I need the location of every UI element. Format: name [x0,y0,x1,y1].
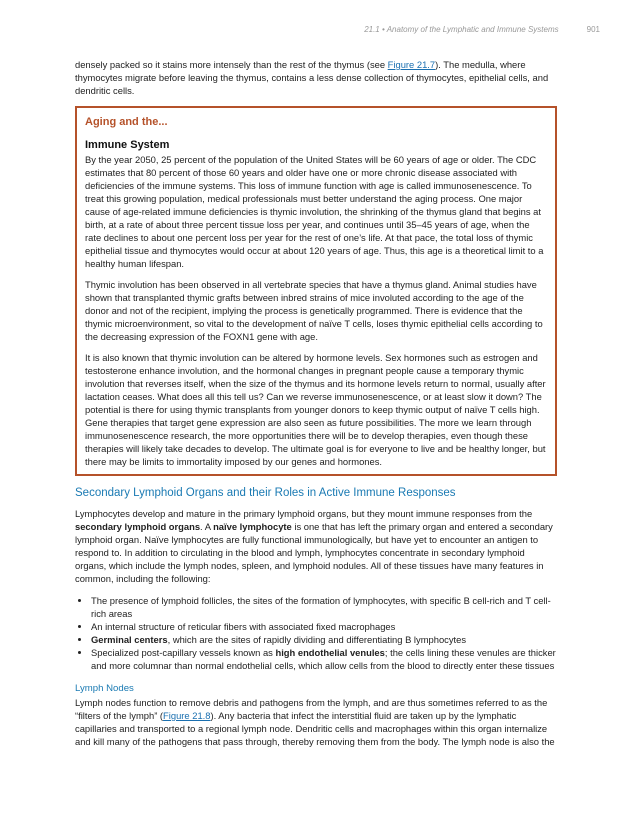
figure-21-7-link[interactable]: Figure 21.7 [387,59,436,70]
page-header [364,25,600,34]
list-item: • The presence of lymphoid follicles, the sites of the formation of lymphocytes, with specific B cell-rich and T cell-rich areas [91,594,557,620]
aging-paragraph-2: Thymic involution has been observed in all vertebrate species that have a thymus gland. Animal studies have shown that transplanted thymic grafts between inbred strains of mice involuted according to the age of the donor and not of the recipient, implying the process is genetically programmed. There is evidence that the thymic microenvironment, so vital to the development of naïve T cells, loses thymic epithelial cells according to the decreasing expression of the FOXN1 gene with age. [85,279,543,342]
aging-box-subtitle: Immune System [85,139,170,151]
intro-text-1: densely packed so it stains more intensely than the rest of the thymus (see [75,59,388,70]
term-secondary-lymphoid-organs: secondary lymphoid organs [75,521,201,532]
secondary-text-2: . A [200,521,214,532]
secondary-lymphoid-heading: Secondary Lymphoid Organs and their Roles in Active Immune Responses [75,487,456,499]
bullet4-text-1: Specialized post-capillary vessels known as [91,647,276,658]
bullet3-text: , which are the sites of rapidly dividing and differentiating B lymphocytes [167,634,467,645]
secondary-text-1: Lymphocytes develop and mature in the primary lymphoid organs, but they mount immune responses from the [75,508,533,519]
list-item [91,633,557,646]
term-high-endothelial-venules: high endothelial venules [275,647,385,658]
secondary-paragraph [75,507,557,585]
aging-feature-box [75,106,557,476]
list-item [91,646,557,672]
lymph-text-1: Lymph nodes function to remove debris and pathogens from the lymph, and are thus sometimes referred to as the “filters of the lymph” ( [75,697,548,721]
lymph-nodes-heading: Lymph Nodes [75,683,134,694]
secondary-text-3: is one that has left the primary organ and entered a secondary lymphoid organ. Naïve lymphocytes are fully functional immunologically, but have yet to encounter an antigen to respond to. In addition to circulating in the blood and lymph, lymphocytes concentrate in secondary lymphoid organs, which include the lymph nodes, spleen, and lymphoid nodules. All of these tissues have many features in common, including the following: [75,521,553,584]
list-item: • An internal structure of reticular fibers with associated fixed macrophages [91,620,557,633]
aging-paragraph-1: By the year 2050, 25 percent of the population of the United States will be 60 years of age or older. The CDC estimates that 80 percent of those 60 years and older have one or more chronic disease associated with deficiencies of the immune systems. This loss of immune function with age is called immunosenescence. To treat this growing population, medical professionals must better understand the aging process. One major cause of age-related immune deficiencies is thymic involution, the shrinking of the thymus gland that begins at birth, at a rate of about three percent tissue loss per year, and continues until 35–45 years of age, when the rate declines to about one percent loss per year for the rest of one’s life. At that pace, the total loss of thymic epithelial tissue and thymocytes would occur at about 120 years of age. Thus, this age is a theoretical limit to a healthy human lifespan. [85,154,544,269]
page-number: 901 [586,25,600,34]
features-list [75,594,557,672]
aging-paragraph-3: It is also known that thymic involution can be altered by hormone levels. Sex hormones such as estrogen and testosterone enhance involution, and the hormonal changes in pregnant people cause a temporary thymic involution that reverses itself, when the size of the thymus and its hormone levels return to normal, usually after lactation ceases. What does all this tell us? Can we reverse immunosenescence, or at least slow it down? The potential is there for using thymic transplants from younger donors to keep thymic output of naïve T cells high. Gene therapies that target gene expression are also seen as future possibilities. The more we learn through immunosenescence research, the more opportunities there will be to develop therapies, even though these therapies will likely take decades to develop. The ultimate goal is for everyone to live and be healthy longer, but there may be limits to immortality imposed by our genes and hormones. [85,352,546,467]
bullet4-text-2: ; the cells lining these venules are thicker and more columnar than normal endothelial cells, which allow cells from the blood to directly enter these tissues [91,647,556,671]
intro-paragraph [75,58,557,97]
term-naive-lymphocyte: naïve lymphocyte [213,521,292,532]
page-content [75,58,557,757]
intro-text-2: ). The medulla, where thymocytes migrate before leaving the thymus, contains a less dense collection of thymocytes, epithelial cells, and dendritic cells. [75,59,549,96]
lymph-text-2: ). Any bacteria that infect the interstitial fluid are taken up by the lymphatic capillaries and transported to a regional lymph node. Dendritic cells and macrophages within this organ internalize and kill many of the pathogens that pass through, thereby removing them from the body. The lymph node is also the [75,710,555,747]
lymph-nodes-paragraph [75,696,557,748]
running-head: 21.1 • Anatomy of the Lymphatic and Immune Systems [364,25,559,34]
term-germinal-centers: Germinal centers [91,634,168,645]
aging-box-title: Aging and the... [85,116,168,128]
figure-21-8-link[interactable]: Figure 21.8 [163,710,211,721]
